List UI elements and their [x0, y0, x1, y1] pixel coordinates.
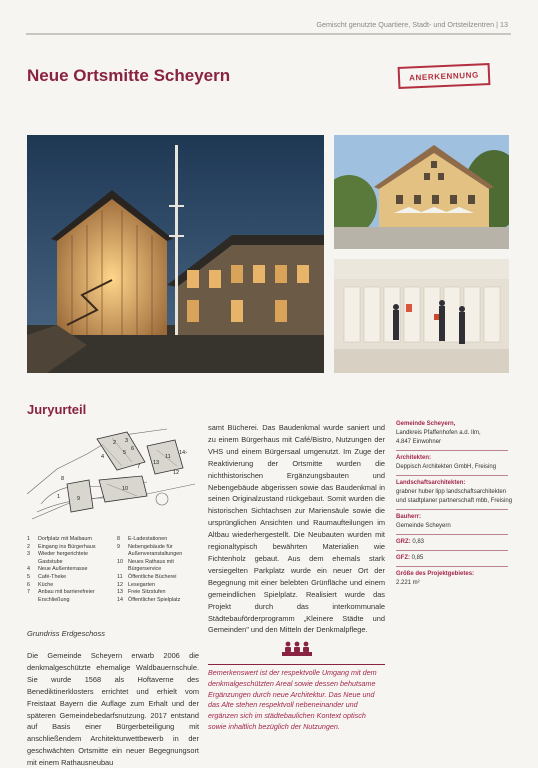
fact-gemeinde: Gemeinde Scheyern, Landkreis Pfaffenhofen a.d. Ilm, 4.847 Einwohner — [396, 420, 514, 447]
photo-historic-building — [334, 135, 509, 249]
legend-item: 1 Dorfplatz mit Maibaum — [27, 536, 92, 542]
legend-item: 13 Freie Sitzstufen — [117, 589, 166, 596]
legend-item: 3 Wieder hergerichtete Gaststube — [27, 551, 89, 565]
plan-number: 10 — [122, 486, 129, 492]
plan-number: 8 — [61, 476, 65, 482]
body-text-column-2: samt Bücherei. Das Baudenkmal wurde saniert und zu einem Bürgerhaus mit Café/Bistro, Nutzungen der VHS und einem Bürgersaal umgenutzt. Im Zuge der Reaktivierung der Ortsmitte wurden die nichthistorischen Ergänzungsbauten und Nebengebäude abgerissen sowie das Baudenkmal in seinen Originalzustand rückgebaut. Somit wurden die historischen Sichtachsen zur Mariensäule sowie die ursprünglichen Ansichten und Raumaufteilungen im Altbau wiederhergestellt. Die Neubauten wurden mit regionaltypisch bewährten Materialien wie Fichtenholz gebaut. Aus dem ehemals stark versiegelten Parkplatz wurde ein neuer Ort der Begegnung mit einer belebten Grünfläche und einem gemeindlichen Spielplatz. Realisiert wurde das Projekt durch das interkommunale Städtebauförderprogramm „Kleinere Städte und Gemeinden" und den Mitteln der Denkmalpflege. — [208, 423, 385, 635]
legend-item: 7 Anbau mit barrierefreier Erschließung — [27, 589, 95, 603]
page-title: Neue Ortsmitte Scheyern — [27, 66, 231, 85]
fact-projektgebiet: Größe des Projektgebietes: 2.221 m² — [396, 571, 475, 586]
fact-architekten: Architekten: Deppisch Architekten GmbH, Freising — [396, 454, 514, 472]
fact-landschaftsarchitekten: Landschaftsarchitekten: grabner huber lipp landschaftsarchitekten und stadtplaner partnerschaft mbb, Freising — [396, 479, 514, 506]
plan-number: 1 — [57, 494, 61, 500]
plan-number: 3 — [125, 438, 129, 444]
photo-town-hall-dusk — [27, 135, 324, 373]
plan-legend-left — [27, 536, 112, 604]
legend-item: 10 Neues Rathaus mit Bürgerservice — [117, 558, 174, 573]
running-header: Gemischt genutzte Quartiere, Stadt- und Ortsteilzentren | 13 — [316, 20, 508, 29]
jury-quote: Bemerkenswert ist der respektvolle Umgang mit dem denkmalgeschützten Areal sowie dessen behutsame Ergänzungen durch neue Architektur. Das Neue und das Alte stehen respektvoll nebeneinander und ergänzen sich im städtebaulichen Kontext optisch sowie inhaltlich bezüglich der Nutzungen. — [208, 668, 377, 731]
fact-bauherr: Bauherr: Gemeinde Scheyern — [396, 513, 514, 531]
legend-item: 6 Küche — [27, 581, 54, 588]
plan-number: 6 — [131, 446, 135, 452]
plan-number: 12 — [173, 470, 180, 476]
legend-item: 5 Café-Theke — [27, 573, 67, 580]
project-facts-sidebar — [396, 420, 514, 595]
jury-icon — [282, 640, 312, 657]
plan-number: 11 — [165, 454, 171, 460]
award-stamp: ANERKENNUNG — [398, 63, 491, 89]
body-text-column-1: Die Gemeinde Scheyern erwarb 2006 die denkmalgeschützte ehemalige Waldbauernschule. Sie wurde 1568 als Hoftaverne des Benediktinerklosters errichtet und erhielt vom Freistaat Bayern die Auflage zum Erhalt und der späteren Gemeindebedarfsnutzung. 2017 entstand auf Basis einer Bürgerbeteiligung mit anschließendem Architekturwettbewerb in der geschwächten Ortsmitte ein neuer Begegnungsort mit einem Rathausneubau — [27, 651, 199, 768]
plan-number: 2 — [113, 440, 117, 446]
quote-divider — [208, 664, 385, 665]
plan-number: 7 — [137, 464, 141, 470]
arrow-right-icon: › — [185, 450, 188, 456]
legend-item: 9 Nebengebäude für Außenveranstaltungen — [117, 543, 183, 558]
legend-item: 8 E-Ladestationen — [117, 536, 168, 542]
plan-number: 14 — [179, 450, 186, 456]
plan-number: 13 — [153, 460, 160, 466]
plan-legend-right — [117, 536, 202, 604]
plan-number: 9 — [77, 496, 81, 502]
legend-item: 12 Lesegarten — [117, 581, 155, 588]
ground-floor-plan — [27, 424, 195, 530]
fact-gfz: GFZ: 0,85 — [396, 554, 514, 563]
legend-item: 14 Öffentlicher Spielplatz — [117, 596, 181, 603]
header-divider — [26, 33, 511, 35]
legend-item: 11 Öffentliche Bücherei — [117, 573, 177, 580]
legend-item: 4 Neue Außenterrasse — [27, 566, 88, 573]
plan-number: 5 — [123, 450, 127, 456]
legend-item: 2 Eingang ins Bürgerhaus — [27, 543, 96, 550]
plan-number: 4 — [101, 454, 105, 460]
section-title-jury: Juryurteil — [27, 402, 87, 417]
photo-interior — [334, 259, 509, 373]
fact-grz: GRZ: 0,83 — [396, 538, 514, 547]
plan-caption: Grundriss Erdgeschoss — [27, 629, 105, 638]
